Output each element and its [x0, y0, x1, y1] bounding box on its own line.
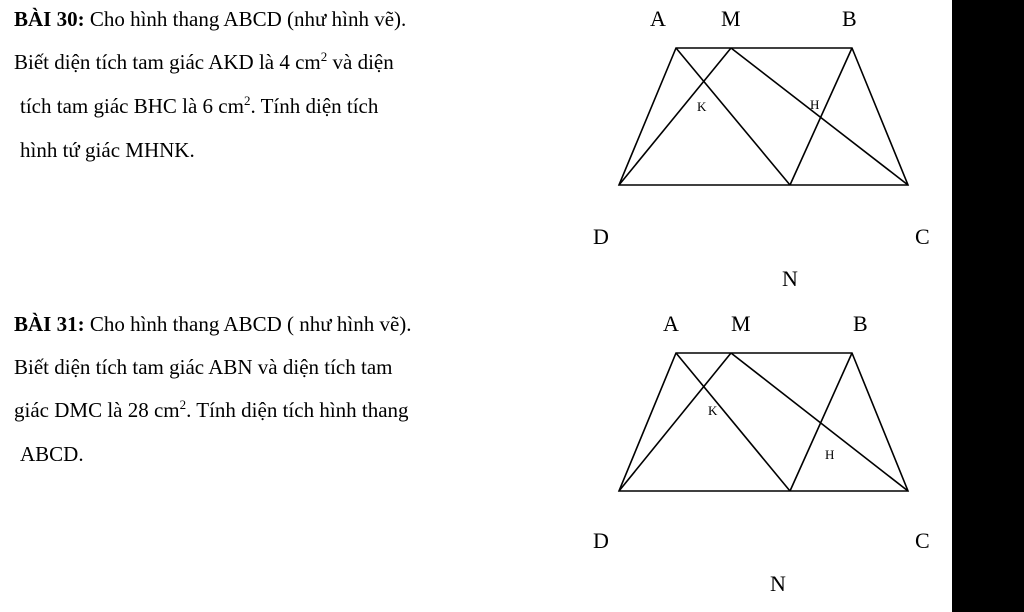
trapezoid-30-outline	[619, 48, 908, 185]
trapezoid-figure-30	[619, 48, 908, 185]
segment-30-MC	[731, 48, 908, 185]
fig31-label-K: K	[708, 403, 718, 418]
trapezoid-figure-31	[619, 353, 908, 491]
fig30-label-N: N	[782, 266, 798, 291]
problem30-line3-a: tích tam giác BHC là 6 cm	[20, 94, 244, 118]
problem30-line2-sup: 2	[320, 49, 328, 64]
problem30-line3-b: . Tính diện tích	[250, 94, 379, 118]
segment-31-MC	[731, 353, 908, 491]
problem30-line4: hình tứ giác MHNK.	[20, 138, 195, 162]
problem31-line3-b: . Tính diện tích hình thang	[186, 398, 409, 422]
fig31-label-H: H	[825, 447, 835, 462]
fig30-label-D: D	[593, 224, 609, 249]
segment-30-AN	[676, 48, 790, 185]
problem31-line3-sup: 2	[179, 397, 187, 412]
problem30-title: BÀI 30:	[14, 7, 85, 31]
problem30-line2-b: và diện	[327, 50, 394, 74]
fig31-label-C: C	[915, 528, 930, 553]
fig30-label-H: H	[810, 97, 820, 112]
trapezoid-31-outline	[619, 353, 908, 491]
problem31-line4: ABCD.	[20, 442, 84, 466]
fig31-label-B: B	[853, 311, 868, 336]
problem31-line1-text: Cho hình thang ABCD ( như hình vẽ).	[84, 312, 412, 336]
segment-31-BN	[790, 353, 852, 491]
problem30-line1-text: Cho hình thang ABCD (như hình vẽ).	[84, 7, 407, 31]
fig31-label-A: A	[663, 311, 679, 336]
problem31-line2: Biết diện tích tam giác ABN và diện tích tam	[14, 355, 393, 379]
segment-30-BN	[790, 48, 852, 185]
fig30-label-C: C	[915, 224, 930, 249]
fig31-label-M: M	[731, 311, 751, 336]
segment-31-MD	[619, 353, 731, 491]
problem30-line2-a: Biết diện tích tam giác AKD là 4 cm	[14, 50, 321, 74]
fig30-label-K: K	[697, 99, 707, 114]
segment-31-AN	[676, 353, 790, 491]
fig31-label-N: N	[770, 571, 786, 596]
problem31-line3-a: giác DMC là 28 cm	[14, 398, 180, 422]
segment-30-MD	[619, 48, 731, 185]
problem31-title: BÀI 31:	[14, 312, 85, 336]
fig31-label-D: D	[593, 528, 609, 553]
fig30-label-A: A	[650, 6, 666, 31]
problem30-line3-sup: 2	[243, 93, 251, 108]
fig30-label-M: M	[721, 6, 741, 31]
fig30-label-B: B	[842, 6, 857, 31]
